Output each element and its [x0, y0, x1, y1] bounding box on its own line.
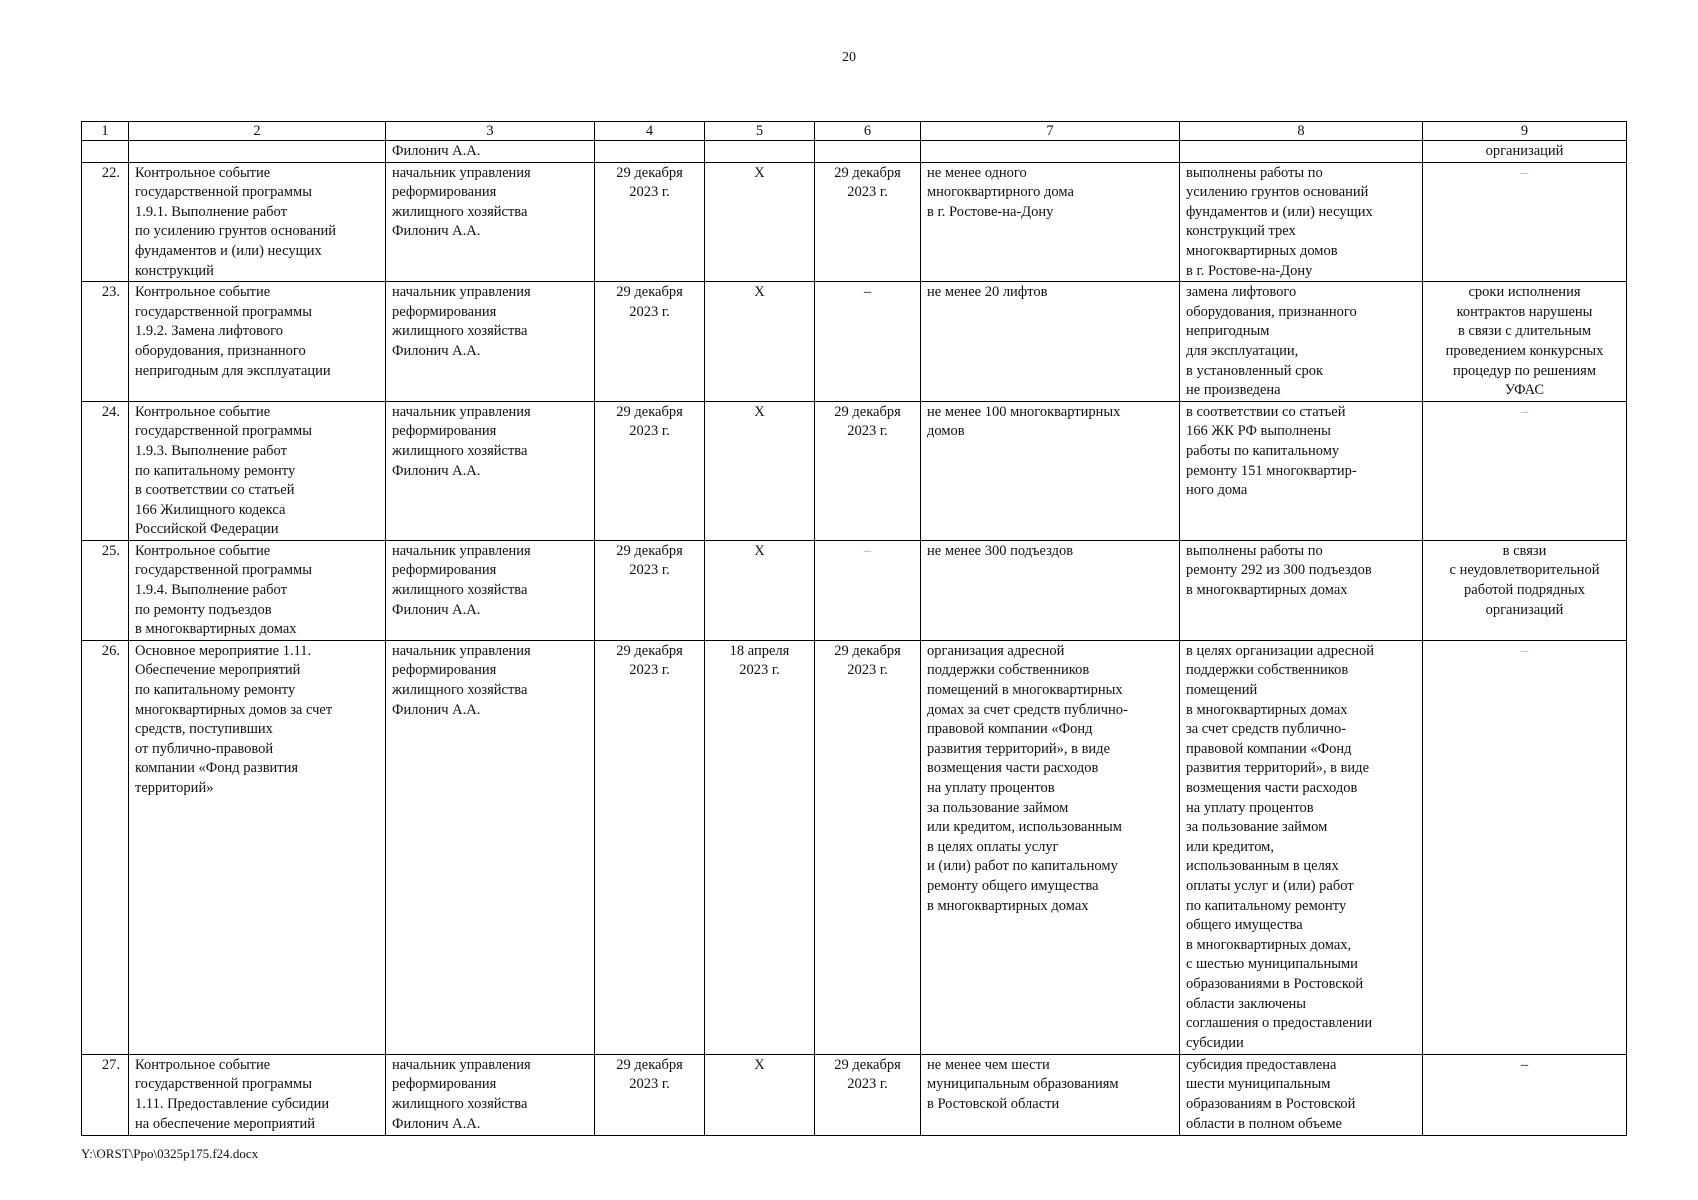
row-number: 25. — [82, 540, 129, 640]
actual-result-cell: в целях организации адресной поддержки собственников помещений в многоквартирных домах за счет средств публично- правовой компании «Фонд развития территорий», в виде возмещения части расходов на уплату процентов за пользование займом или кредитом, использованным в целях оплаты услуг и (или) работ по капитальному ремонту общего имущества в многоквартирных домах, с шестью муниципальными образованиями в Ростовской области заключены соглашения о предоставлении субсидии — [1180, 640, 1423, 1054]
table-row — [82, 540, 1627, 640]
responsible-cell: начальник управления реформирования жилищного хозяйства Филонич А.А. — [386, 401, 595, 540]
end-date-cell: – — [815, 282, 921, 402]
cell — [1180, 141, 1423, 163]
planned-date-cell: 29 декабря 2023 г. — [595, 540, 705, 640]
col-header: 7 — [921, 122, 1180, 141]
cell: Филонич А.А. — [386, 141, 595, 163]
start-date-cell: 18 апреля 2023 г. — [705, 640, 815, 1054]
planned-result-cell: не менее 100 многоквартирных домов — [921, 401, 1180, 540]
responsible-cell: начальник управления реформирования жилищного хозяйства Филонич А.А. — [386, 640, 595, 1054]
cell — [921, 141, 1180, 163]
event-cell: Контрольное событие государственной программы 1.9.4. Выполнение работ по ремонту подъездов в многоквартирных домах — [129, 540, 386, 640]
actual-result-cell: выполнены работы по ремонту 292 из 300 подъездов в многоквартирных домах — [1180, 540, 1423, 640]
start-date-cell: Х — [705, 540, 815, 640]
table-row — [82, 401, 1627, 540]
reason-cell: – — [1423, 162, 1627, 282]
reason-cell: сроки исполнения контрактов нарушены в связи с длительным проведением конкурсных процедур по решениям УФАС — [1423, 282, 1627, 402]
cell — [129, 141, 386, 163]
end-date-cell: 29 декабря 2023 г. — [815, 1054, 921, 1135]
file-path-footer: Y:\ORST\Ppo\0325p175.f24.docx — [81, 1146, 259, 1161]
end-date-cell: 29 декабря 2023 г. — [815, 640, 921, 1054]
table-row — [82, 1054, 1627, 1135]
planned-date-cell: 29 декабря 2023 г. — [595, 401, 705, 540]
cell — [815, 141, 921, 163]
event-cell: Контрольное событие государственной программы 1.9.2. Замена лифтового оборудования, признанного непригодным для эксплуатации — [129, 282, 386, 402]
col-header: 8 — [1180, 122, 1423, 141]
actual-result-cell: выполнены работы по усилению грунтов оснований фундаментов и (или) несущих конструкций трех многоквартирных домов в г. Ростове-на-Дону — [1180, 162, 1423, 282]
planned-date-cell: 29 декабря 2023 г. — [595, 640, 705, 1054]
planned-date-cell: 29 декабря 2023 г. — [595, 162, 705, 282]
cell — [82, 141, 129, 163]
planned-result-cell: организация адресной поддержки собственников помещений в многоквартирных домах за счет средств публично- правовой компании «Фонд развития территорий», в виде возмещения части расходов на уплату процентов за пользование займом или кредитом, использованным в целях оплаты услуг и (или) работ по капитальному ремонту общего имущества в многоквартирных домах — [921, 640, 1180, 1054]
col-header: 2 — [129, 122, 386, 141]
continuation-row — [82, 141, 1627, 163]
start-date-cell: Х — [705, 282, 815, 402]
cell — [705, 141, 815, 163]
responsible-cell: начальник управления реформирования жилищного хозяйства Филонич А.А. — [386, 540, 595, 640]
planned-date-cell: 29 декабря 2023 г. — [595, 1054, 705, 1135]
responsible-cell: начальник управления реформирования жилищного хозяйства Филонич А.А. — [386, 1054, 595, 1135]
row-number: 24. — [82, 401, 129, 540]
page-number: 20 — [842, 50, 856, 65]
planned-result-cell: не менее 20 лифтов — [921, 282, 1180, 402]
col-header: 4 — [595, 122, 705, 141]
responsible-cell: начальник управления реформирования жилищного хозяйства Филонич А.А. — [386, 162, 595, 282]
actual-result-cell: замена лифтового оборудования, признанного непригодным для эксплуатации, в установленный срок не произведена — [1180, 282, 1423, 402]
report-table — [81, 121, 1627, 1136]
col-header: 9 — [1423, 122, 1627, 141]
col-header: 3 — [386, 122, 595, 141]
col-header: 5 — [705, 122, 815, 141]
table-row — [82, 282, 1627, 402]
event-cell: Контрольное событие государственной программы 1.11. Предоставление субсидии на обеспечение мероприятий — [129, 1054, 386, 1135]
cell: организаций — [1423, 141, 1627, 163]
start-date-cell: Х — [705, 1054, 815, 1135]
start-date-cell: Х — [705, 162, 815, 282]
start-date-cell: Х — [705, 401, 815, 540]
row-number: 23. — [82, 282, 129, 402]
col-header: 1 — [82, 122, 129, 141]
actual-result-cell: в соответствии со статьей 166 ЖК РФ выполнены работы по капитальному ремонту 151 многоквартир- ного дома — [1180, 401, 1423, 540]
row-number: 27. — [82, 1054, 129, 1135]
cell — [595, 141, 705, 163]
actual-result-cell: субсидия предоставлена шести муниципальным образованиям в Ростовской области в полном объеме — [1180, 1054, 1423, 1135]
event-cell: Контрольное событие государственной программы 1.9.1. Выполнение работ по усилению грунтов оснований фундаментов и (или) несущих конструкций — [129, 162, 386, 282]
row-number: 22. — [82, 162, 129, 282]
reason-cell: – — [1423, 1054, 1627, 1135]
event-cell: Основное мероприятие 1.11. Обеспечение мероприятий по капитальному ремонту многоквартирных домов за счет средств, поступивших от публично-правовой компании «Фонд развития территорий» — [129, 640, 386, 1054]
table-row — [82, 162, 1627, 282]
event-cell: Контрольное событие государственной программы 1.9.3. Выполнение работ по капитальному ремонту в соответствии со статьей 166 Жилищного кодекса Российской Федерации — [129, 401, 386, 540]
row-number: 26. — [82, 640, 129, 1054]
reason-cell: – — [1423, 401, 1627, 540]
reason-cell: – — [1423, 640, 1627, 1054]
reason-cell: в связи с неудовлетворительной работой подрядных организаций — [1423, 540, 1627, 640]
planned-result-cell: не менее одного многоквартирного дома в г. Ростове-на-Дону — [921, 162, 1180, 282]
col-header: 6 — [815, 122, 921, 141]
column-numbers-row — [82, 122, 1627, 141]
end-date-cell: 29 декабря 2023 г. — [815, 162, 921, 282]
table-row — [82, 640, 1627, 1054]
planned-date-cell: 29 декабря 2023 г. — [595, 282, 705, 402]
planned-result-cell: не менее чем шести муниципальным образованиям в Ростовской области — [921, 1054, 1180, 1135]
planned-result-cell: не менее 300 подъездов — [921, 540, 1180, 640]
responsible-cell: начальник управления реформирования жилищного хозяйства Филонич А.А. — [386, 282, 595, 402]
end-date-cell: 29 декабря 2023 г. — [815, 401, 921, 540]
end-date-cell: – — [815, 540, 921, 640]
